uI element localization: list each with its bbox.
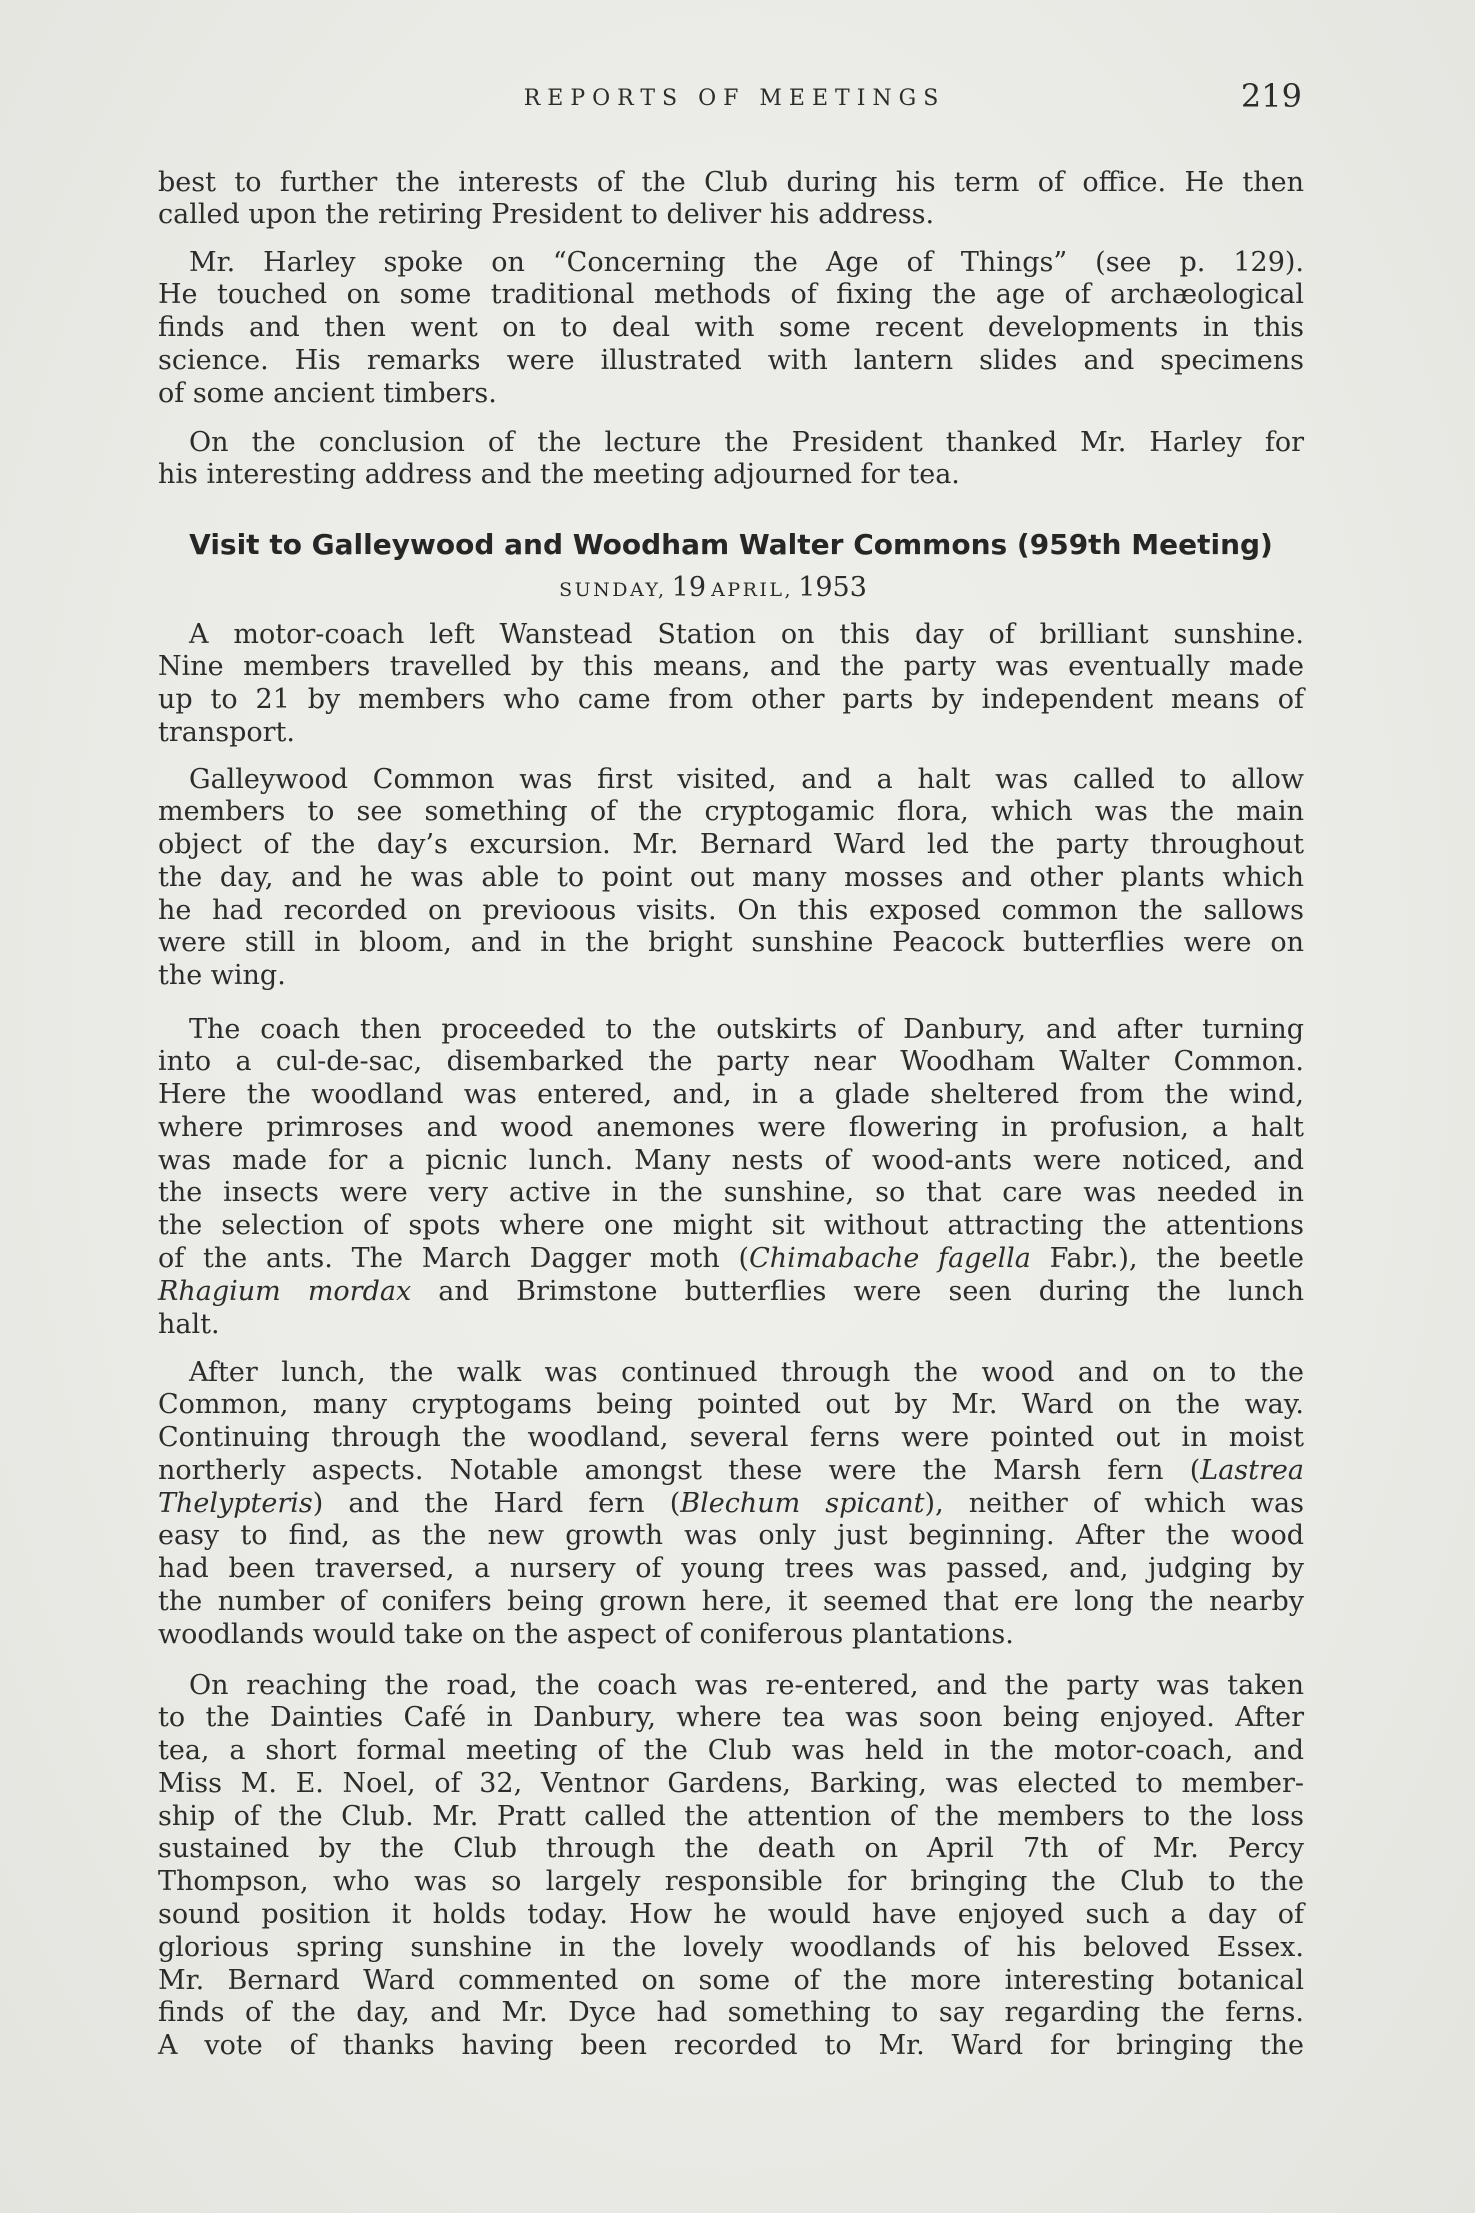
date-year: 1953 — [798, 572, 867, 603]
italic-text: Chimabache fagella — [749, 1243, 1031, 1275]
text-line: up to 21 by members who came from other parts by independent means of — [158, 684, 1304, 716]
text-line: the number of conifers being grown here, it seemed that ere long the nearby — [158, 1586, 1304, 1618]
text-line: where primroses and wood anemones were flowering in profusion, a halt — [158, 1111, 1304, 1143]
text-line: He touched on some traditional methods of fixing the age of archæological — [158, 279, 1304, 311]
text-line: Common, many cryptogams being pointed out by Mr. Ward on the way. — [158, 1389, 1304, 1421]
text-line: finds and then went on to deal with some recent developments in this — [158, 312, 1304, 344]
text-line: woodlands would take on the aspect of coniferous plantations. — [158, 1618, 1014, 1650]
text-line: sustained by the Club through the death on April 7th of Mr. Percy — [158, 1833, 1304, 1865]
text-line: Continuing through the woodland, several ferns were pointed out in moist — [158, 1422, 1304, 1454]
text-line: members to see something of the cryptogamic flora, which was the main — [158, 796, 1304, 828]
running-head: REPORTS OF MEETINGS — [523, 86, 946, 111]
text-line: Thompson, who was so largely responsible for bringing the Club to the — [158, 1866, 1304, 1898]
paragraph — [158, 1014, 1304, 1342]
text-line: On the conclusion of the lecture the President thanked Mr. Harley for — [189, 426, 1304, 458]
paragraph — [158, 1357, 1304, 1652]
text-line: Mr. Harley spoke on “Concerning the Age of Things” (see p. 129). — [189, 246, 1304, 278]
text-line: On reaching the road, the coach was re-entered, and the party was taken — [189, 1669, 1304, 1701]
text-line: Mr. Bernard Ward commented on some of the more interesting botanical — [158, 1964, 1304, 1996]
text-line: Here the woodland was entered, and, in a glade sheltered from the wind, — [158, 1079, 1304, 1111]
text-line: was made for a picnic lunch. Many nests of wood-ants were noticed, and — [158, 1144, 1304, 1176]
text-line: transport. — [158, 716, 295, 748]
paragraph — [158, 167, 1304, 233]
text-line: Miss M. E. Noel, of 32, Ventnor Gardens, Barking, was elected to member- — [158, 1767, 1304, 1799]
text-line: the wing. — [158, 960, 286, 992]
text-line: halt. — [158, 1308, 220, 1340]
paragraph — [158, 247, 1304, 411]
text-segment: northerly aspects. Notable amongst these were the Marsh fern ( — [158, 1454, 1201, 1486]
text-line: of some ancient timbers. — [158, 377, 497, 409]
text-line: into a cul-de-sac, disembarked the party near Woodham Walter Common. — [158, 1046, 1304, 1078]
page-number: 219 — [1240, 77, 1302, 115]
text-line: he had recorded on previoous visits. On this exposed common the sallows — [158, 894, 1304, 926]
text-line: Nine members travelled by this means, and the party was eventually made — [158, 651, 1304, 683]
text-segment: of the ants. The March Dagger moth ( — [158, 1243, 750, 1275]
date-weekday: SUNDAY, — [559, 579, 667, 601]
text-line: to the Dainties Café in Danbury, where tea was soon being enjoyed. After — [158, 1702, 1304, 1734]
text-segment: ) and the Hard fern ( — [312, 1487, 681, 1519]
date-day: 19 — [671, 572, 707, 603]
text-line: easy to find, as the new growth was only just beginning. After the wood — [158, 1520, 1304, 1552]
paragraph — [158, 427, 1304, 493]
text-segment: ), neither of which was — [924, 1487, 1304, 1519]
meeting-date — [140, 572, 1286, 607]
text-line: After lunch, the walk was continued through the wood and on to the — [189, 1356, 1304, 1388]
text-line — [158, 1276, 1304, 1309]
text-line: best to further the interests of the Club during his term of office. He then — [158, 166, 1304, 198]
text-line: science. His remarks were illustrated with lantern slides and specimens — [158, 344, 1304, 376]
text-line — [158, 1488, 1304, 1521]
text-line: the selection of spots where one might sit without attracting the attentions — [158, 1210, 1304, 1242]
text-segment: and Brimstone butterflies were seen during the lunch — [411, 1275, 1304, 1307]
text-line: had been traversed, a nursery of young trees was passed, and, judging by — [158, 1553, 1304, 1585]
text-line: glorious spring sunshine in the lovely woodlands of his beloved Essex. — [158, 1931, 1304, 1963]
italic-text: Rhagium mordax — [158, 1275, 412, 1307]
text-segment: Fabr.), the beetle — [1030, 1243, 1305, 1275]
text-line: The coach then proceeded to the outskirts of Danbury, and after turning — [189, 1013, 1304, 1045]
text-line: the day, and he was able to point out many mosses and other plants which — [158, 861, 1304, 893]
paragraph — [158, 619, 1304, 750]
italic-text: Thelypteris — [158, 1487, 313, 1519]
text-line: the insects were very active in the sunshine, so that care was needed in — [158, 1177, 1304, 1209]
text-line: sound position it holds today. How he would have enjoyed such a day of — [158, 1899, 1304, 1931]
text-line: A vote of thanks having been recorded to Mr. Ward for bringing the — [158, 2030, 1304, 2062]
paragraph — [158, 764, 1304, 994]
text-line: ship of the Club. Mr. Pratt called the attention of the members to the loss — [158, 1800, 1304, 1832]
italic-text: Blechum spicant — [680, 1487, 925, 1519]
italic-text: Lastrea — [1200, 1454, 1304, 1486]
paragraph — [158, 1670, 1304, 2064]
text-line: Galleywood Common was first visited, and a halt was called to allow — [189, 763, 1304, 795]
text-line: his interesting address and the meeting adjourned for tea. — [158, 459, 960, 491]
text-line: tea, a short formal meeting of the Club was held in the motor-coach, and — [158, 1735, 1304, 1767]
text-line: called upon the retiring President to deliver his address. — [158, 199, 935, 231]
text-line: finds of the day, and Mr. Dyce had something to say regarding the ferns. — [158, 1997, 1304, 2029]
text-line — [158, 1243, 1304, 1276]
text-line: A motor-coach left Wanstead Station on this day of brilliant sunshine. — [189, 618, 1304, 650]
date-month: APRIL, — [711, 579, 794, 601]
text-line: object of the day’s excursion. Mr. Bernard Ward led the party throughout — [158, 829, 1304, 861]
meeting-title: Visit to Galleywood and Woodham Walter Commons (959th Meeting) — [189, 528, 1273, 561]
text-line — [158, 1455, 1304, 1488]
text-line: were still in bloom, and in the bright sunshine Peacock butterflies were on — [158, 927, 1304, 959]
